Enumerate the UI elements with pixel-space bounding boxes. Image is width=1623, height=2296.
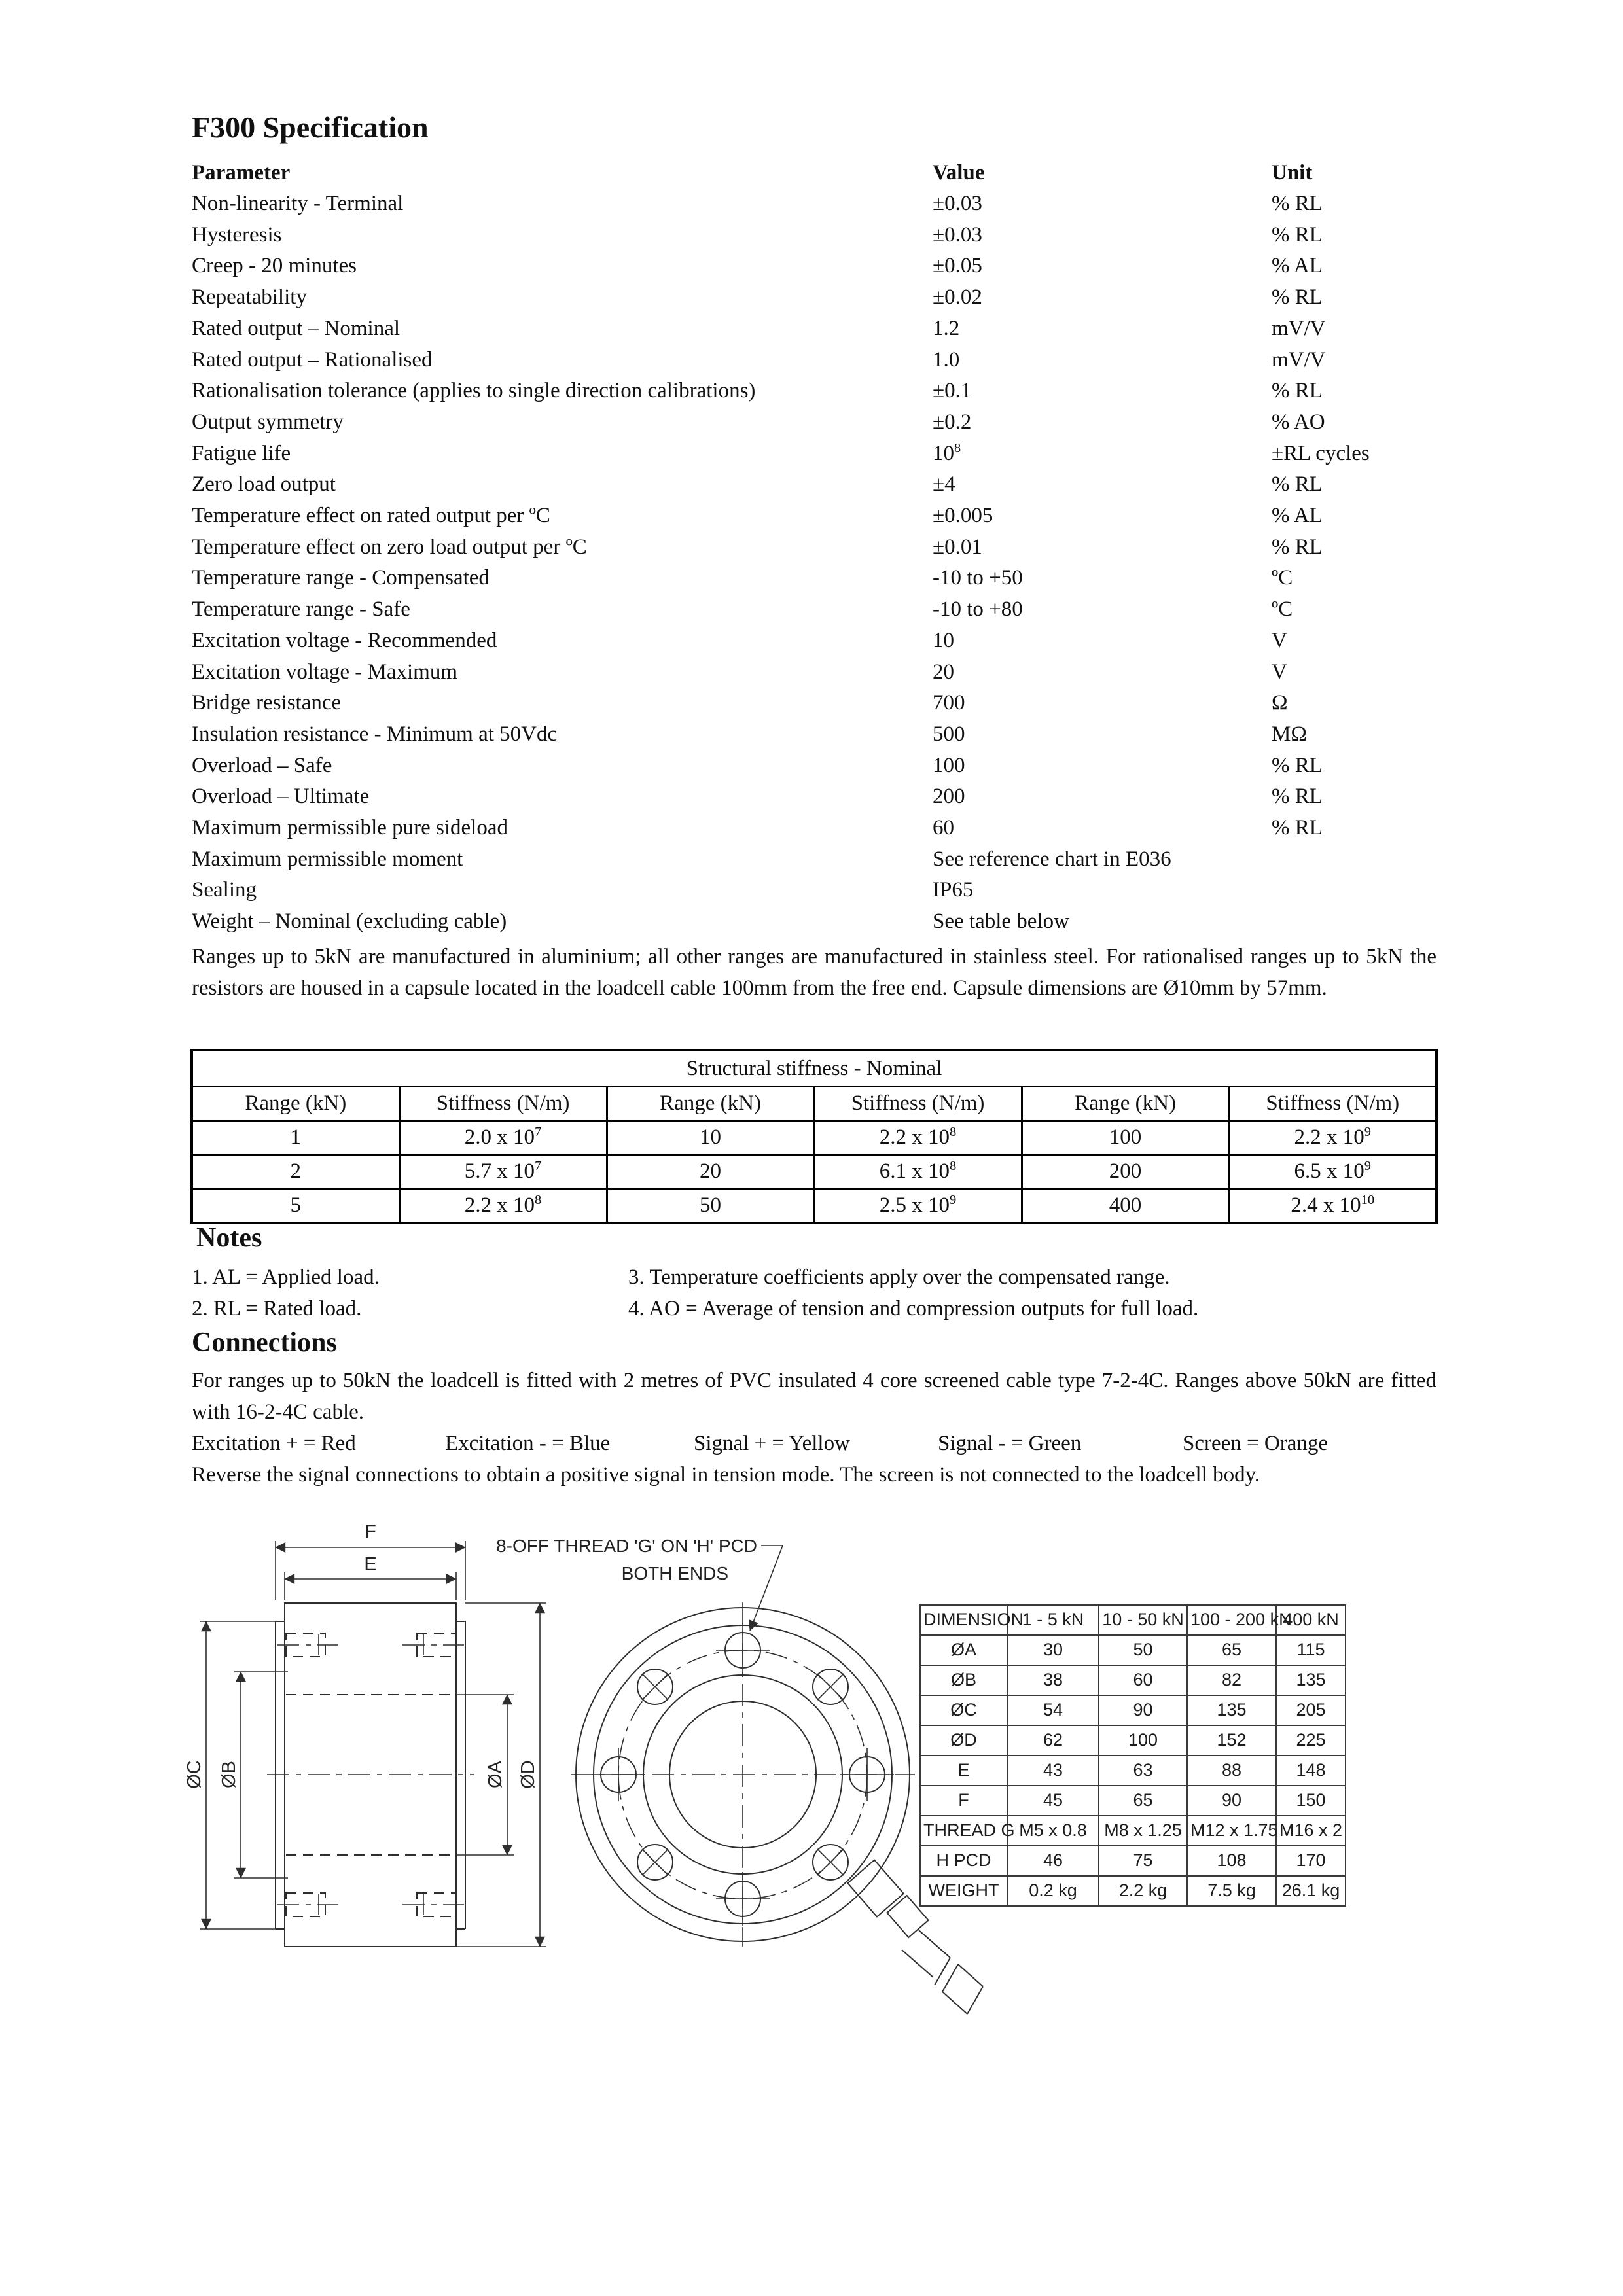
table-cell: 108	[1187, 1846, 1276, 1876]
spec-header-value: Value	[933, 161, 985, 185]
table-cell: 1.2	[933, 316, 960, 340]
table-cell: 100	[933, 753, 965, 777]
loadcell-drawing	[0, 1505, 1623, 2028]
front-view	[496, 1536, 983, 2014]
table-cell: -10 to +80	[933, 597, 1023, 622]
connections-paragraph-2: Reverse the signal connections to obtain a positive signal in tension mode. The screen is not connected to the loadcell body.	[192, 1463, 1260, 1487]
table-cell: MΩ	[1272, 722, 1307, 746]
notes-list	[192, 1262, 1442, 1324]
leader-text-line1: 8-OFF THREAD 'G' ON 'H' PCD	[496, 1536, 757, 1556]
table-cell: 54	[1007, 1695, 1099, 1725]
table-cell: 148	[1276, 1756, 1346, 1786]
table-row	[192, 251, 1501, 282]
table-row	[920, 1725, 1346, 1756]
table-row	[192, 626, 1501, 657]
table-row	[192, 844, 1501, 875]
table-cell: Repeatability	[192, 285, 307, 309]
dim-label-dc: ØC	[184, 1760, 205, 1789]
table-cell: 20	[933, 660, 954, 684]
note-item: 1. AL = Applied load.	[192, 1265, 380, 1289]
table-row	[192, 501, 1501, 532]
table-cell: M8 x 1.25	[1099, 1816, 1187, 1846]
table-cell: Range (kN)	[607, 1087, 814, 1121]
table-cell: 60	[1099, 1665, 1187, 1695]
table-cell: Temperature range - Compensated	[192, 566, 490, 590]
dimension-header-row	[920, 1605, 1346, 1635]
note-item: 4. AO = Average of tension and compression outputs for full load.	[628, 1297, 1199, 1320]
table-row	[920, 1846, 1346, 1876]
table-cell: 20	[607, 1155, 814, 1189]
wire-screen: Screen = Orange	[1183, 1432, 1329, 1455]
wire-signal-minus: Signal - = Green	[938, 1432, 1082, 1455]
table-row	[920, 1756, 1346, 1786]
spec-header-row	[192, 157, 1501, 188]
table-cell	[1272, 875, 1501, 906]
table-cell: 50	[607, 1189, 814, 1224]
table-cell: F	[920, 1786, 1007, 1816]
table-cell: 400	[1022, 1189, 1229, 1224]
table-cell: ØA	[920, 1635, 1007, 1665]
table-cell: M12 x 1.75	[1187, 1816, 1276, 1846]
note-item: 3. Temperature coefficients apply over the compensated range.	[628, 1265, 1170, 1289]
table-cell: Output symmetry	[192, 410, 344, 434]
table-cell: 90	[1099, 1695, 1187, 1725]
table-row	[920, 1816, 1346, 1846]
table-cell: Hysteresis	[192, 222, 282, 247]
table-cell: Temperature effect on zero load output per ºC	[192, 535, 587, 559]
table-cell: ±0.005	[933, 504, 993, 528]
table-row	[920, 1635, 1346, 1665]
leader-text-line2: BOTH ENDS	[621, 1563, 728, 1583]
dim-label-dd: ØD	[518, 1760, 539, 1789]
table-cell: % RL	[1272, 472, 1323, 497]
table-cell: 225	[1276, 1725, 1346, 1756]
table-cell: Rated output – Nominal	[192, 316, 401, 340]
wire-excitation-plus: Excitation + = Red	[192, 1432, 356, 1455]
table-cell: Range (kN)	[1022, 1087, 1229, 1121]
table-row	[192, 188, 1501, 220]
specification-table	[192, 157, 1501, 938]
thread-leader-note	[496, 1536, 783, 1631]
table-row	[192, 220, 1501, 251]
table-cell: Creep - 20 minutes	[192, 254, 357, 278]
table-cell: Zero load output	[192, 472, 336, 497]
table-cell: Fatigue life	[192, 441, 291, 465]
table-row	[192, 719, 1501, 751]
table-cell: % AL	[1272, 254, 1323, 278]
table-cell: Rationalisation tolerance (applies to single direction calibrations)	[192, 379, 756, 403]
spec-rows	[192, 188, 1501, 938]
table-cell: Temperature effect on rated output per ºC	[192, 504, 550, 528]
table-cell: ±0.05	[933, 254, 982, 278]
table-cell: Temperature range - Safe	[192, 597, 410, 622]
table-cell: % RL	[1272, 535, 1323, 559]
table-cell: ØB	[920, 1665, 1007, 1695]
table-row	[920, 1786, 1346, 1816]
table-cell: ±RL cycles	[1272, 441, 1370, 465]
spec-header-unit: Unit	[1272, 161, 1313, 185]
table-cell: See reference chart in E036	[933, 847, 1171, 871]
table-cell: Overload – Safe	[192, 753, 332, 777]
table-row	[192, 469, 1501, 501]
table-cell: 26.1 kg	[1276, 1876, 1346, 1906]
table-cell: 152	[1187, 1725, 1276, 1756]
page-title: F300 Specification	[192, 111, 429, 144]
stiffness-rows	[192, 1121, 1436, 1224]
table-cell: M5 x 0.8	[1007, 1816, 1099, 1846]
table-cell: Stiffness (N/m)	[399, 1087, 607, 1121]
table-cell: 30	[1007, 1635, 1099, 1665]
table-cell: ºC	[1272, 597, 1293, 622]
table-cell: 60	[933, 816, 954, 840]
table-cell: 115	[1276, 1635, 1346, 1665]
table-cell: V	[1272, 660, 1287, 684]
table-cell: % RL	[1272, 816, 1323, 840]
table-row	[192, 376, 1501, 407]
table-row	[192, 906, 1501, 938]
wire-colour-line	[0, 1428, 1623, 1459]
table-cell: ØC	[920, 1695, 1007, 1725]
table-row	[192, 282, 1501, 313]
table-row	[920, 1876, 1346, 1906]
table-cell: Bridge resistance	[192, 691, 342, 715]
table-cell: ±0.01	[933, 535, 982, 559]
table-cell: % RL	[1272, 785, 1323, 809]
table-cell: Maximum permissible pure sideload	[192, 816, 508, 840]
table-cell: ±4	[933, 472, 955, 497]
table-row	[192, 1189, 1436, 1224]
table-cell: ±0.02	[933, 285, 982, 309]
stiffness-table-title: Structural stiffness - Nominal	[192, 1050, 1436, 1087]
table-cell: DIMENSION	[920, 1605, 1007, 1635]
table-cell: ±0.1	[933, 379, 972, 403]
table-cell: 100	[1022, 1121, 1229, 1155]
table-cell: 63	[1099, 1756, 1187, 1786]
table-cell: 2.2 x $10^9$	[1229, 1121, 1436, 1155]
table-cell: Non-linearity - Terminal	[192, 192, 404, 215]
table-cell: $10^8$	[933, 440, 961, 465]
stiffness-title-row	[192, 1050, 1436, 1087]
table-cell: 150	[1276, 1786, 1346, 1816]
table-cell: 5.7 x $10^7$	[399, 1155, 607, 1189]
table-cell: 100 - 200 kN	[1187, 1605, 1276, 1635]
table-cell: Stiffness (N/m)	[1229, 1087, 1436, 1121]
dimension-table	[919, 1604, 1346, 1907]
table-row	[192, 594, 1501, 626]
wire-signal-plus: Signal + = Yellow	[694, 1432, 850, 1455]
table-cell: % RL	[1272, 192, 1323, 215]
table-row	[192, 313, 1501, 345]
table-cell: Weight – Nominal (excluding cable)	[192, 910, 507, 934]
table-row	[192, 875, 1501, 906]
table-cell: 45	[1007, 1786, 1099, 1816]
connections-heading: Connections	[192, 1328, 337, 1358]
table-cell: mV/V	[1272, 347, 1326, 372]
table-row	[192, 657, 1501, 688]
table-cell: 62	[1007, 1725, 1099, 1756]
table-cell	[1272, 844, 1501, 875]
table-cell: 38	[1007, 1665, 1099, 1695]
table-cell: ±0.2	[933, 410, 972, 434]
dim-label-da: ØA	[485, 1761, 506, 1788]
table-cell: 2.2 x $10^8$	[399, 1189, 607, 1224]
table-cell: mV/V	[1272, 316, 1326, 340]
table-row	[920, 1695, 1346, 1725]
stiffness-table	[190, 1049, 1438, 1224]
table-cell: 10 - 50 kN	[1099, 1605, 1187, 1635]
table-cell: See table below	[933, 910, 1069, 934]
table-row	[192, 751, 1501, 782]
table-cell: 10	[933, 628, 954, 652]
table-cell: Stiffness (N/m)	[814, 1087, 1022, 1121]
table-cell: Rated output – Rationalised	[192, 347, 433, 372]
table-cell: 65	[1099, 1786, 1187, 1816]
table-cell: 135	[1187, 1695, 1276, 1725]
dimension-e	[285, 1554, 456, 1600]
table-cell: -10 to +50	[933, 566, 1023, 590]
table-cell: Excitation voltage - Recommended	[192, 628, 497, 652]
table-row	[192, 781, 1501, 813]
dim-label-e: E	[364, 1554, 377, 1575]
material-paragraph: Ranges up to 5kN are manufactured in aluminium; all other ranges are manufactured in stainless steel. For rationalised ranges up to 5kN the resistors are housed in a capsule located in the loadcell cable 100mm from the free end. Capsule dimensions are Ø10mm by 57mm.	[192, 945, 1436, 1000]
table-cell: 2.2 kg	[1099, 1876, 1187, 1906]
table-row	[192, 407, 1501, 438]
table-cell: 10	[607, 1121, 814, 1155]
table-row	[920, 1665, 1346, 1695]
table-cell: M16 x 2	[1276, 1816, 1346, 1846]
table-cell: ºC	[1272, 566, 1293, 590]
stiffness-header-row	[192, 1087, 1436, 1121]
table-row	[192, 1155, 1436, 1189]
table-cell: 400 kN	[1276, 1605, 1346, 1635]
table-cell: ±0.03	[933, 192, 982, 215]
dimension-rows	[920, 1635, 1346, 1906]
table-cell: 65	[1187, 1635, 1276, 1665]
dim-label-f: F	[365, 1521, 376, 1542]
table-row	[192, 532, 1501, 563]
table-cell: 5	[192, 1189, 399, 1224]
table-cell: % RL	[1272, 379, 1323, 403]
table-cell: % AL	[1272, 504, 1323, 528]
table-cell: WEIGHT	[920, 1876, 1007, 1906]
side-view	[184, 1521, 546, 1947]
table-cell: 2.2 x $10^8$	[814, 1121, 1022, 1155]
table-cell: 90	[1187, 1786, 1276, 1816]
table-cell: 200	[1022, 1155, 1229, 1189]
table-cell: Ω	[1272, 691, 1288, 715]
table-cell: V	[1272, 628, 1287, 652]
table-cell: 1	[192, 1121, 399, 1155]
table-cell: IP65	[933, 878, 974, 902]
table-cell: 100	[1099, 1725, 1187, 1756]
table-cell: Sealing	[192, 878, 257, 902]
wire-excitation-minus: Excitation - = Blue	[445, 1432, 611, 1455]
table-cell: 2.4 x $10^{10}$	[1229, 1189, 1436, 1224]
connections-paragraph-1: For ranges up to 50kN the loadcell is fitted with 2 metres of PVC insulated 4 core screened cable type 7-2-4C. Ranges above 50kN are fitted with 16-2-4C cable.	[192, 1369, 1436, 1424]
table-cell: 2.5 x $10^9$	[814, 1189, 1022, 1224]
table-cell: 2.0 x $10^7$	[399, 1121, 607, 1155]
table-cell: 7.5 kg	[1187, 1876, 1276, 1906]
table-cell: 135	[1276, 1665, 1346, 1695]
table-row	[192, 563, 1501, 594]
note-item: 2. RL = Rated load.	[192, 1297, 362, 1320]
table-cell: 88	[1187, 1756, 1276, 1786]
table-row	[192, 1121, 1436, 1155]
table-cell	[1272, 906, 1501, 938]
table-row	[192, 345, 1501, 376]
table-cell: E	[920, 1756, 1007, 1786]
table-cell: 200	[933, 785, 965, 809]
table-cell: ØD	[920, 1725, 1007, 1756]
table-cell: 500	[933, 722, 965, 746]
table-cell: 700	[933, 691, 965, 715]
table-row	[192, 438, 1501, 470]
table-cell: 6.1 x $10^8$	[814, 1155, 1022, 1189]
notes-heading: Notes	[196, 1223, 262, 1253]
table-cell: 75	[1099, 1846, 1187, 1876]
table-cell: 46	[1007, 1846, 1099, 1876]
table-row	[192, 688, 1501, 719]
table-cell: % RL	[1272, 753, 1323, 777]
table-cell: 43	[1007, 1756, 1099, 1786]
dim-label-db: ØB	[219, 1761, 240, 1788]
table-cell: Range (kN)	[192, 1087, 399, 1121]
table-cell: Maximum permissible moment	[192, 847, 463, 871]
table-cell: Excitation voltage - Maximum	[192, 660, 457, 684]
table-cell: 50	[1099, 1635, 1187, 1665]
table-row	[192, 813, 1501, 844]
table-cell: ±0.03	[933, 222, 982, 247]
spec-header-parameter: Parameter	[192, 161, 291, 185]
table-cell: 205	[1276, 1695, 1346, 1725]
table-cell: 1.0	[933, 347, 960, 372]
table-cell: 82	[1187, 1665, 1276, 1695]
table-cell: 0.2 kg	[1007, 1876, 1099, 1906]
table-cell: Insulation resistance - Minimum at 50Vdc	[192, 722, 558, 746]
table-cell: 1 - 5 kN	[1007, 1605, 1099, 1635]
table-cell: % AO	[1272, 410, 1325, 434]
table-cell: H PCD	[920, 1846, 1007, 1876]
table-cell: 2	[192, 1155, 399, 1189]
table-cell: % RL	[1272, 285, 1323, 309]
table-cell: % RL	[1272, 222, 1323, 247]
table-cell: 6.5 x $10^9$	[1229, 1155, 1436, 1189]
table-cell: Overload – Ultimate	[192, 785, 370, 809]
table-cell: THREAD G	[920, 1816, 1007, 1846]
table-cell: 170	[1276, 1846, 1346, 1876]
